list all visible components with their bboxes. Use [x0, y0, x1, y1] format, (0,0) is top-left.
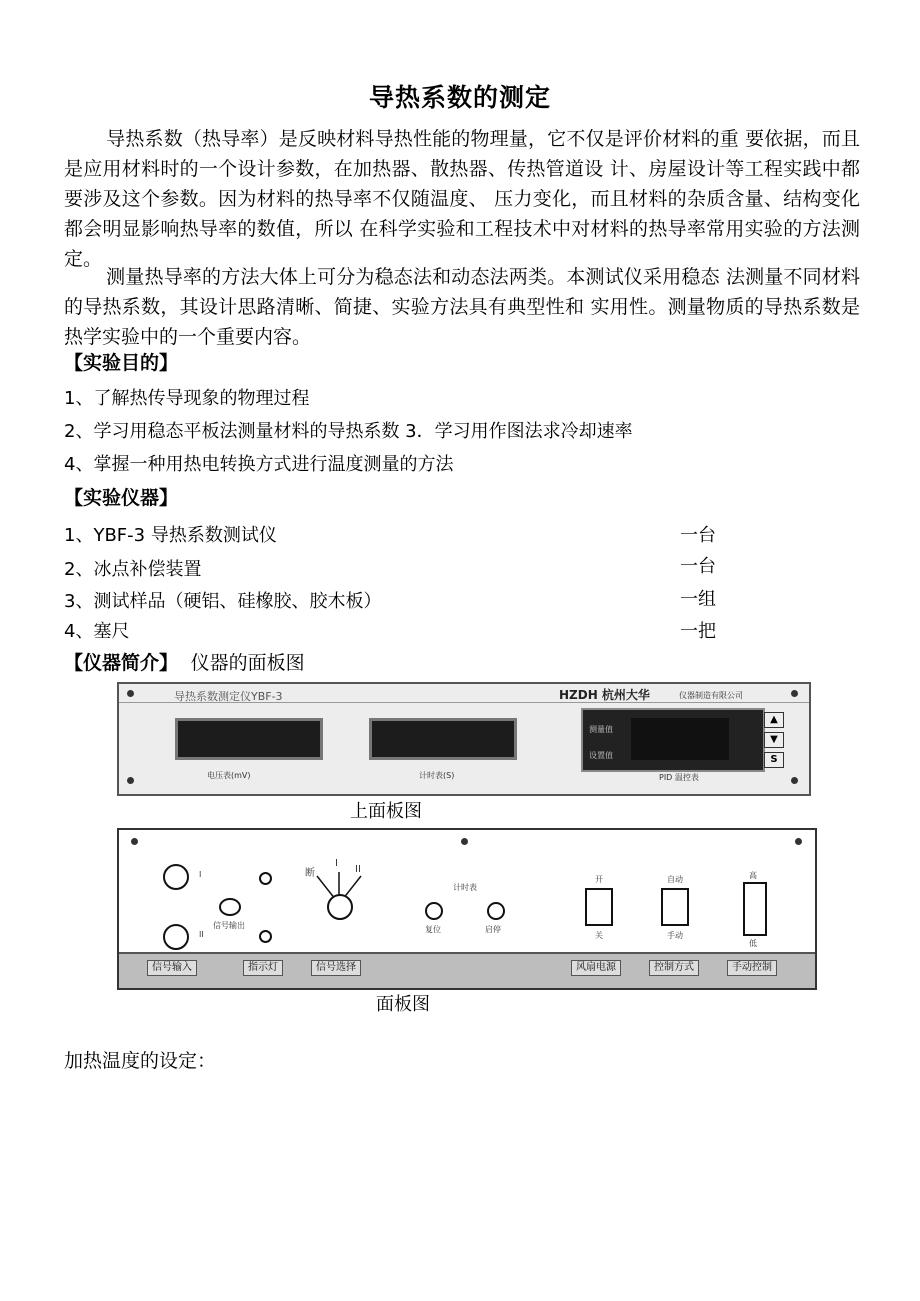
start-stop-button[interactable]	[487, 902, 505, 920]
page-title: 导热系数的测定	[368, 83, 551, 112]
indicator-lamp	[259, 872, 272, 885]
pid-measured-label: 测量值	[589, 725, 613, 734]
up-button[interactable]: ▲	[764, 712, 784, 728]
power-off-label: 关	[595, 931, 603, 940]
top-panel-figure	[117, 682, 811, 796]
set-button[interactable]: S	[764, 752, 784, 768]
strip-label-manual-control: 手动控制	[727, 960, 777, 976]
strip-label-signal-input: 信号输入	[147, 960, 197, 976]
screw-icon	[127, 777, 134, 784]
instrument-qty: 一把	[680, 621, 716, 642]
screw-icon	[791, 777, 798, 784]
reset-button[interactable]	[425, 902, 443, 920]
manual-label: 手动	[667, 931, 683, 940]
signal-input-socket-2[interactable]	[163, 924, 189, 950]
purpose-item: 4、掌握一种用热电转换方式进行温度测量的方法	[64, 454, 454, 475]
intro-text-2: 测量热导率的方法大体上可分为稳态法和动态法两类。本测试仪采用稳态 法测量不同材料的导热系数，其设计思路清晰、简捷、实验方法具有典型性和 实用性。测量物质的导热系数是热学实验中的一个重要内容。	[64, 266, 860, 348]
auto-label: 自动	[667, 875, 683, 884]
power-on-label: 开	[595, 875, 603, 884]
strip-label-fan-power: 风扇电源	[571, 960, 621, 976]
reset-label: 复位	[425, 925, 441, 934]
front-panel-figure	[117, 828, 817, 990]
screw-icon	[795, 838, 802, 845]
instrument-item: 4、塞尺	[64, 621, 130, 642]
timer-label: 计时表(S)	[419, 771, 455, 780]
screw-icon	[127, 690, 134, 697]
strip-label-indicator: 指示灯	[243, 960, 283, 976]
top-panel-caption: 上面板图	[350, 801, 422, 822]
low-label: 低	[749, 939, 757, 948]
voltage-meter-display	[175, 718, 323, 760]
selector-label-2: II	[355, 864, 361, 875]
signal-input-socket-1[interactable]	[163, 864, 189, 890]
intro-text-1: 导热系数（热导率）是反映材料导热性能的物理量，它不仅是评价材料的重 要依据，而且是应用材料时的一个设计参数，在加热器、散热器、传热管道设 计、房屋设计等工程实践中都要涉及这个参数。因为材料的热导率不仅随温度、 压力变化，而且材料的杂质含量、结构变化都会明显影响热导率的数值，所以 在科学实验和工程技术中对材料的热导率常用实验的方法测定。	[64, 128, 860, 270]
instrument-item: 3、测试样品（硬铝、硅橡胶、胶木板）	[64, 591, 382, 612]
screw-icon	[461, 838, 468, 845]
signal-output-label: 信号输出	[213, 921, 245, 930]
instrument-item: 2、冰点补偿装置	[64, 559, 202, 580]
indicator-lamp	[259, 930, 272, 943]
purpose-heading: 【实验目的】	[64, 352, 179, 374]
pid-controller	[581, 708, 765, 772]
instrument-qty: 一台	[680, 556, 716, 577]
screw-icon	[791, 690, 798, 697]
instrument-qty: 一组	[680, 589, 716, 610]
timer-display	[369, 718, 517, 760]
heating-setting-label: 加热温度的设定：	[64, 1050, 217, 1072]
pid-display	[631, 718, 729, 760]
control-mode-switch[interactable]	[661, 888, 689, 926]
screw-icon	[131, 838, 138, 845]
panel-label-strip	[119, 952, 815, 988]
start-stop-label: 启停	[485, 925, 501, 934]
purpose-item: 2、学习用稳态平板法测量材料的导热系数 3．学习用作图法求冷却速率	[64, 421, 633, 442]
socket-2-label: II	[199, 930, 204, 939]
strip-label-signal-select: 信号选择	[311, 960, 361, 976]
strip-label-control-mode: 控制方式	[649, 960, 699, 976]
high-label: 高	[749, 871, 757, 880]
manual-control-switch[interactable]	[743, 882, 767, 936]
intro-paragraph-2	[64, 262, 860, 352]
timer-group-label: 计时表	[453, 883, 477, 892]
signal-output-socket[interactable]	[219, 898, 241, 916]
down-button[interactable]: ▼	[764, 732, 784, 748]
device-intro-label: 【仪器简介】	[64, 652, 179, 674]
brand-logo: HZDH 杭州大华	[559, 688, 650, 702]
front-panel-caption: 面板图	[376, 994, 430, 1015]
socket-1-label: I	[199, 870, 202, 879]
device-intro-heading	[64, 648, 305, 675]
intro-paragraph-1	[64, 124, 860, 274]
device-intro-subtitle: 仪器的面板图	[190, 652, 305, 674]
fan-power-switch[interactable]	[585, 888, 613, 926]
pid-set-label: 设置值	[589, 751, 613, 760]
instruments-heading: 【实验仪器】	[64, 487, 179, 509]
device-name: 导热系数测定仪YBF-3	[174, 690, 283, 703]
instrument-item: 1、YBF-3 导热系数测试仪	[64, 525, 277, 546]
selector-label-1: I	[335, 858, 338, 869]
pid-label: PID 温控表	[659, 773, 699, 782]
voltage-meter-label: 电压表(mV)	[207, 771, 251, 780]
signal-select-knob[interactable]	[327, 894, 353, 920]
purpose-item: 1、了解热传导现象的物理过程	[64, 388, 310, 409]
company-name: 仪器制造有限公司	[679, 691, 743, 700]
instrument-qty: 一台	[680, 525, 716, 546]
selector-label-off: 断	[305, 868, 315, 879]
